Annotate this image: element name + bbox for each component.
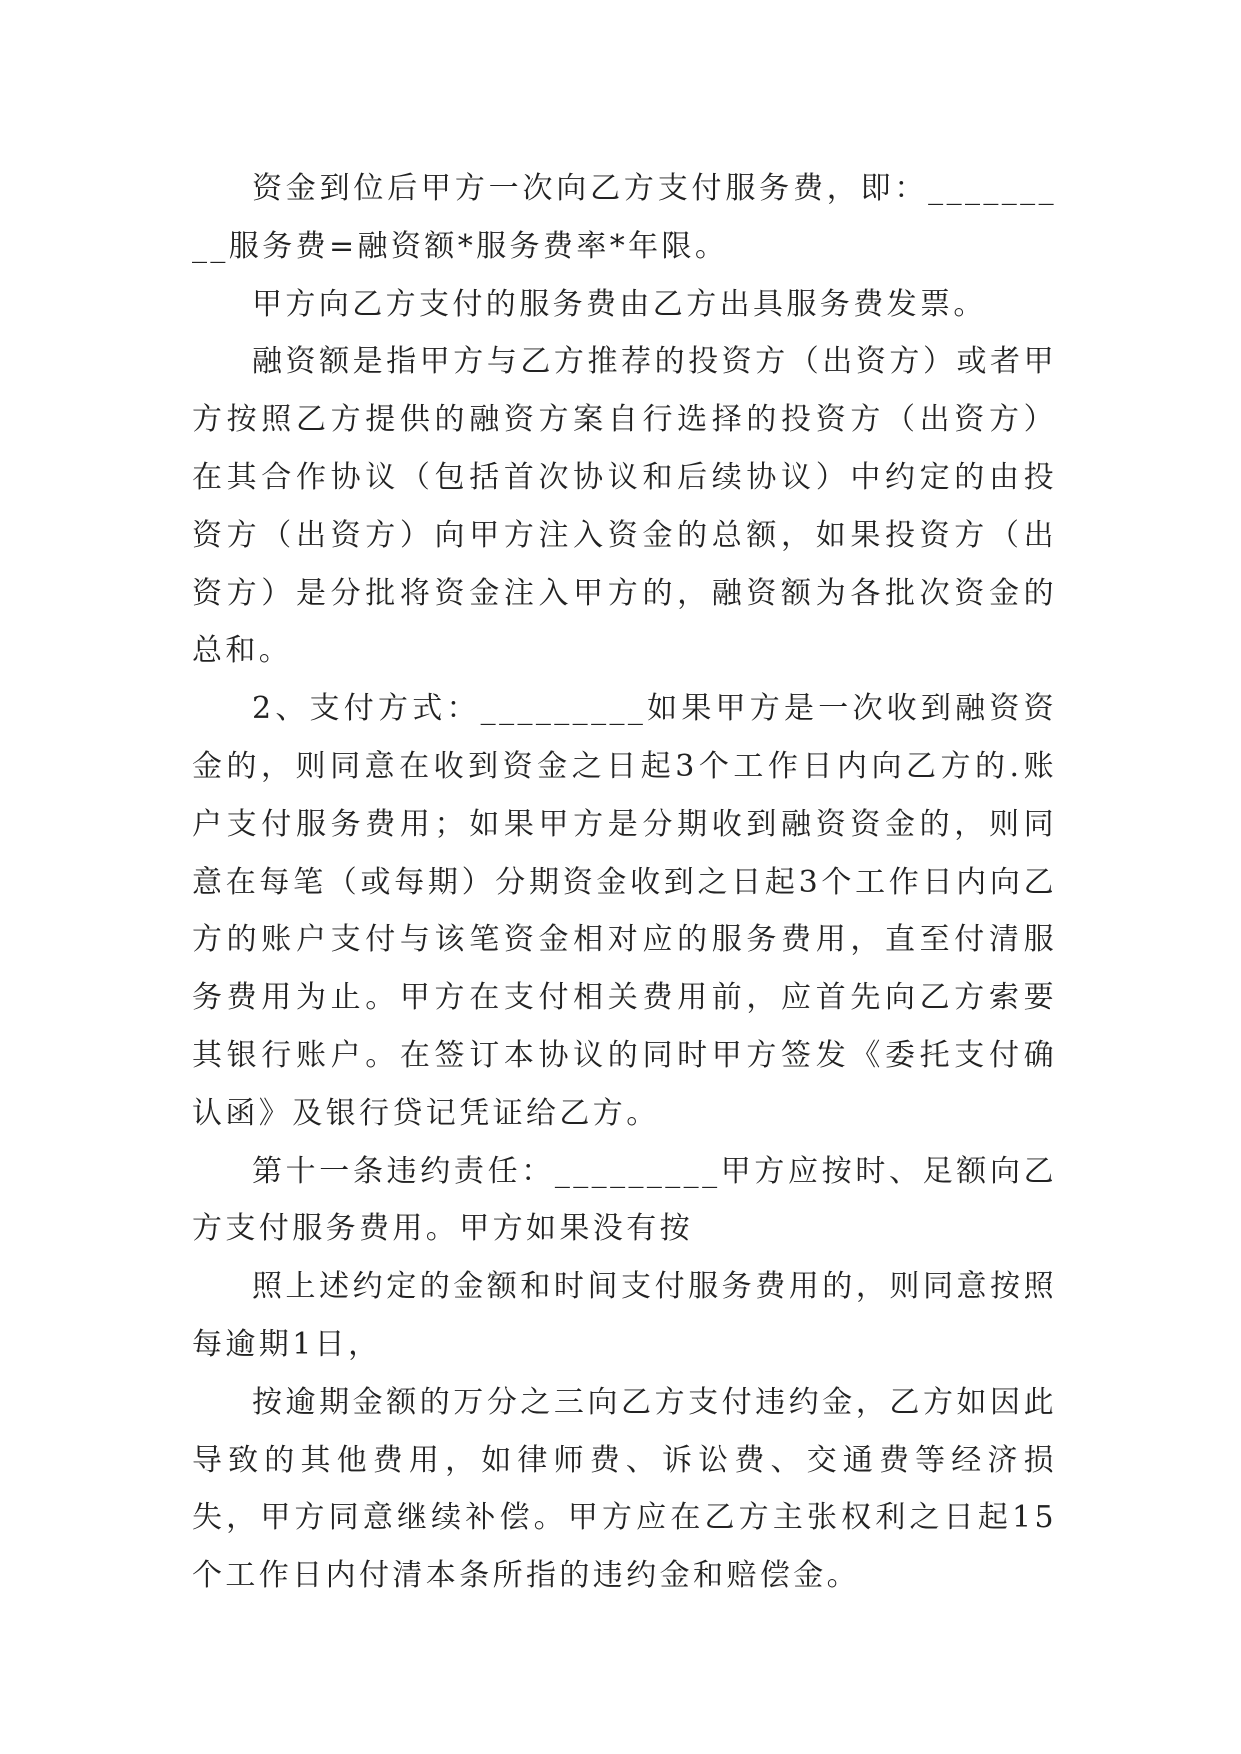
paragraph-invoice: 甲方向乙方支付的服务费由乙方出具服务费发票。: [252, 286, 987, 322]
paragraph-payment-method: 2、支付方式：_________如果甲方是一次收到融资资金的，则同意在收到资金之日起3个工作日内向乙方的.账户支付服务费用；如果甲方是分期收到融资资金的，则同意在每笔（或每期）分期资金收到之日起3个工作日内向乙方的账户支付与该笔资金相对应的服务费用，直至付清服务费用为止。甲方在支付相关费用前，应首先向乙方索要其银行账户。在签订本协议的同时甲方签发《委托支付确认函》及银行贷记凭证给乙方。: [192, 691, 1057, 1131]
paragraph-service-fee: 资金到位后甲方一次向乙方支付服务费，即：_________服务费=融资额*服务费率*年限。: [192, 171, 1057, 264]
paragraph-late-payment: 照上述约定的金额和时间支付服务费用的，则同意按照每逾期1日，: [192, 1269, 1057, 1362]
document-body: [192, 160, 1057, 1605]
paragraph-article-11: 第十一条违约责任：_________甲方应按时、足额向乙方支付服务费用。甲方如果没有按: [192, 1153, 1057, 1247]
paragraph-penalty: 按逾期金额的万分之三向乙方支付违约金，乙方如因此导致的其他费用，如律师费、诉讼费、交通费等经济损失，甲方同意继续补偿。甲方应在乙方主张权利之日起15个工作日内付清本条所指的违约金和赔偿金。: [192, 1384, 1057, 1594]
paragraph-financing-amount: 融资额是指甲方与乙方推荐的投资方（出资方）或者甲方按照乙方提供的融资方案自行选择的投资方（出资方）在其合作协议（包括首次协议和后续协议）中约定的由投资方（出资方）向甲方注入资金的总额，如果投资方（出资方）是分批将资金注入甲方的，融资额为各批次资金的总和。: [192, 344, 1057, 669]
